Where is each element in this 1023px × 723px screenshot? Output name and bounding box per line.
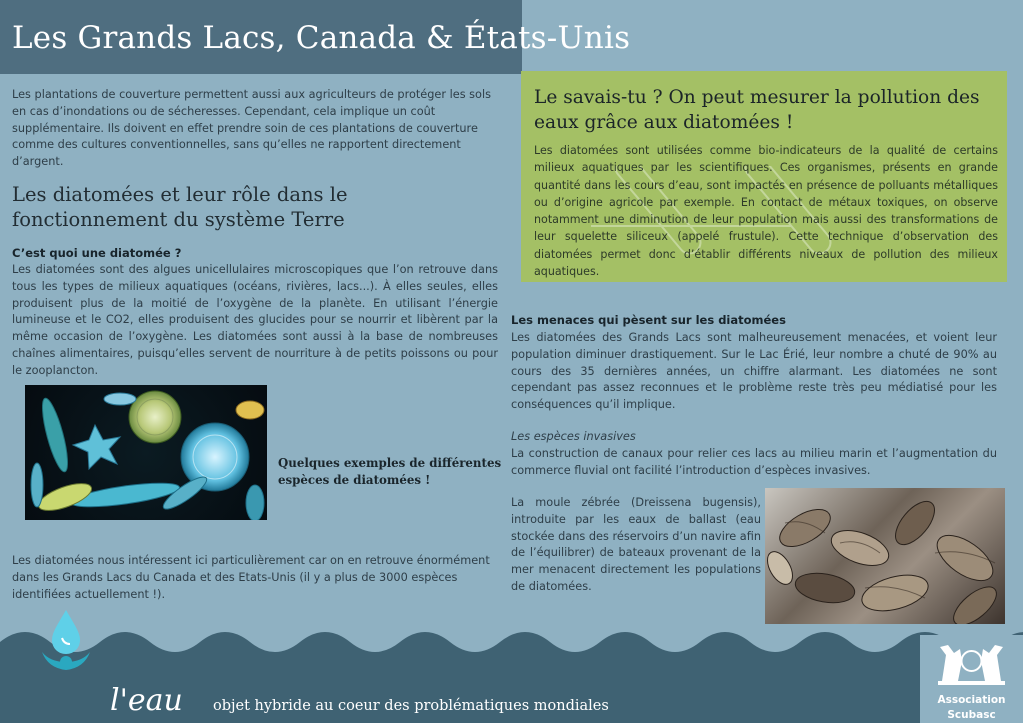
diatom-definition: Les diatomées sont des algues unicellulaires microscopiques que l’on retrouve dans tous les types de milieux aquatiques (océans, rivières, lacs...). À elles seules, elles produisent plus de la moitié de l’oxygène de la planète. En utilisant l’énergie lumineuse et le CO2, elles produisent des glucides pour se nourrir et libèrent par la même occasion de l’oxygène. Les diatomées sont aussi à la base de nombreuses chaînes alimentaires, puisqu’elles servent de nourriture à de petits poissons ou pour le zooplancton. <box>12 263 498 377</box>
invasive-paragraph: La construction de canaux pour relier ces lacs au milieu marin et l’augmentation du commerce fluvial ont facilité l’introduction d’espèces invasives. <box>511 447 997 477</box>
zebra-mussels-photo <box>765 488 1005 624</box>
threats-paragraph: Les diatomées des Grands Lacs sont malheureusement menacées, et voient leur population diminuer drastiquement. Sur le Lac Érié, leur nombre a chuté de 90% au cours des 35 dernières années, un chiffre alarmant. Les diatomées ne sont cependant pas assez reconnues et le problème reste très peu médiatisé pour les conséquences qu’il implique. <box>511 331 997 412</box>
brand-tagline: objet hybride au coeur des problématiques mondiales <box>213 698 609 714</box>
threats-heading: Les menaces qui pèsent sur les diatomées <box>511 313 786 327</box>
brand-name: l'eau <box>110 683 183 718</box>
association-name: Scubasc <box>947 709 996 721</box>
intro-paragraph: Les plantations de couverture permettent aussi aux agriculteurs de protéger les sols en cas d’inondations ou de sécheresses. Cependant, cela implique un coût supplémentaire. Ils doivent en effet prendre soin de ces plantations de couverture comme des cultures conventionnelles, sans qu’elles ne rapportent directement d’argent. <box>12 88 491 169</box>
heraldic-lions-icon <box>920 635 1023 691</box>
association-logo <box>920 635 1023 723</box>
invasive-heading: Les espèces invasives <box>511 430 636 443</box>
header-band-cut <box>522 0 1023 18</box>
association-label: Association <box>937 694 1006 706</box>
diatoms-caption: Quelques exemples de différentes espèces de diatomées ! <box>278 456 502 487</box>
closing-paragraph: Les diatomées nous intéressent ici particulièrement car on en retrouve énormément dans les Grands Lacs du Canada et des Etats-Unis (il y a plus de 3000 espèces identifiées actuellement !). <box>12 554 490 601</box>
diatoms-illustration <box>25 385 267 520</box>
water-drop-logo-icon <box>40 608 92 674</box>
fact-box-title: Le savais-tu ? On peut mesurer la pollution des eaux grâce aux diatomées ! <box>534 87 980 133</box>
mussel-paragraph: La moule zébrée (Dreissena bugensis), introduite par les eaux de ballast (eau stockée dans des réservoirs d’un navire afin de l’équilibrer) de bateaux provenant de la mer menacent directement les populations de diatomées. <box>511 496 761 593</box>
fact-box-text: Les diatomées sont utilisées comme bio-indicateurs de la qualité de certains milieux aquatiques par les scientifiques. Ces organismes, présents en grande quantité dans les cours d’eau, sont impactés en présence de polluants métalliques ou d’origine agricole par exemple. En contact de métaux toxiques, on observe notamment une diminution de leur population mais aussi des transformations de leur squelette siliceux (appelé frustule). Cette technique d’observation des diatomées permet donc d’établir différents niveaux de pollution des milieux aquatiques. <box>534 144 998 279</box>
mussels-illustration <box>765 488 1005 624</box>
diatoms-microscope-photo <box>25 385 267 520</box>
fact-box <box>521 71 1007 282</box>
section-title: Les diatomées et leur rôle dans le fonctionnement du système Terre <box>12 183 348 231</box>
diatom-subheading: C’est quoi une diatomée ? <box>12 246 182 260</box>
page-title: Les Grands Lacs, Canada & États-Unis <box>12 20 631 56</box>
